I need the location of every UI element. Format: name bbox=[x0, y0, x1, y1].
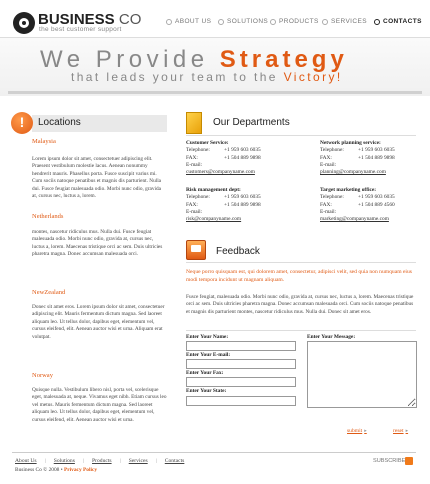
email-link[interactable]: customers@companyname.com bbox=[186, 169, 255, 176]
fax-label: FAX: bbox=[320, 201, 332, 208]
reset-label: reset bbox=[393, 428, 404, 434]
email-label: Enter Your E-mail: bbox=[186, 352, 231, 358]
email-link[interactable]: planning@companyname.com bbox=[320, 169, 386, 176]
telephone-label: Telephone: bbox=[320, 194, 344, 201]
location-city: Malaysia bbox=[32, 138, 56, 145]
nav-item-products[interactable] bbox=[270, 18, 322, 25]
footer-link-about-us[interactable]: About Us bbox=[15, 458, 37, 464]
email-field[interactable] bbox=[186, 359, 296, 369]
footer-nav bbox=[15, 458, 192, 464]
nav-label: SOLUTIONS bbox=[227, 18, 269, 25]
exclamation-icon: ! bbox=[11, 112, 33, 134]
footer-link-solutions[interactable]: Solutions bbox=[53, 458, 75, 464]
telephone-value: +1 959 603 6035 bbox=[224, 147, 261, 154]
email-link[interactable]: marketing@companyname.com bbox=[320, 216, 389, 223]
footer-link-contacts[interactable]: Contacts bbox=[164, 458, 185, 464]
feedback-title: Feedback bbox=[216, 246, 260, 257]
location-text: Lorem ipsum dolor sit amet, consectetuer adipiscing elit. Praesent vestibulum molestie lacus. Aenean nonummy hendrerit mauris. Phasellus porta. Fusce suscipit varius mi. Cum sociis natoque penatibus et magnis dis parturient. Nulla dui. Fusce feugiat malesuada odio. Morbi nunc odio, gravida at, cursus nec, luctus a, lorem. bbox=[32, 156, 162, 200]
email-label: E-mail: bbox=[186, 208, 203, 215]
location-text: montes, nascetur ridiculus mus. Nulla dui. Fusce feugiat malesuada odio. Morbi nunc odio, gravida at, cursus nec, luctus a, lorem. Maecenas tristique orci ac sem. Duis ultricies pharetra magna. Donec accumsan malesuada orci. bbox=[32, 229, 163, 258]
fax-label: FAX: bbox=[186, 154, 198, 161]
submit-button[interactable] bbox=[347, 428, 367, 434]
reset-button[interactable] bbox=[393, 428, 408, 434]
email-label: E-mail: bbox=[320, 161, 337, 168]
main-nav bbox=[166, 18, 426, 25]
footer-separator: | bbox=[82, 458, 84, 464]
telephone-label: Telephone: bbox=[186, 147, 210, 154]
locations-title: Locations bbox=[38, 117, 81, 128]
departments-title: Our Departments bbox=[213, 117, 290, 128]
hero-subline-highlight: Victory! bbox=[283, 70, 343, 84]
footer-link-products[interactable]: Products bbox=[92, 458, 112, 464]
feedback-body: Fusce feugiat, malesuada odio. Morbi nunc odio, gravida at, cursus nec, luctus a, lorem. Maecenas tristique orci ac sem. Duis ultricies pharetra magna. Donec accumsan malesuada orci. Cum sociis natoque penatibus et magnis dis parturient montes, nascetur ridiculus mus. Nulla dui. Donec sit amet eros. bbox=[186, 294, 414, 315]
mail-icon bbox=[186, 240, 206, 260]
hero-headline-highlight: Strategy bbox=[219, 46, 348, 73]
nav-item-about-us[interactable] bbox=[166, 18, 218, 25]
privacy-policy-link[interactable]: Privacy Policy bbox=[63, 467, 98, 473]
fax-value: +1 504 889 4560 bbox=[358, 201, 395, 208]
fax-label: FAX: bbox=[186, 201, 198, 208]
nav-label: CONTACTS bbox=[383, 18, 422, 25]
fax-label: FAX: bbox=[320, 154, 332, 161]
bullet-icon bbox=[218, 19, 224, 25]
department-card bbox=[320, 140, 430, 176]
footer-divider bbox=[12, 452, 416, 453]
footer-separator: | bbox=[119, 458, 121, 464]
footer-link-services[interactable]: Services bbox=[128, 458, 148, 464]
nav-label: SERVICES bbox=[331, 18, 367, 25]
state-label: Enter Your State: bbox=[186, 388, 227, 394]
nav-label: ABOUT US bbox=[175, 18, 212, 25]
department-card bbox=[186, 140, 296, 176]
location-city: Norway bbox=[32, 372, 53, 379]
department-title: Customer Service: bbox=[186, 140, 229, 146]
folder-icon bbox=[186, 112, 202, 134]
fax-value: +1 504 889 9898 bbox=[358, 154, 395, 161]
location-city: Netherlands bbox=[32, 213, 64, 220]
brand-suffix: CO bbox=[118, 11, 142, 28]
email-label: E-mail: bbox=[186, 161, 203, 168]
department-title: Target marketing office: bbox=[320, 187, 377, 193]
bullet-icon bbox=[374, 19, 380, 25]
department-title: Risk management dept: bbox=[186, 187, 241, 193]
location-text: Quisque nulla. Vestibulum libero nisl, porta vel, scelerisque eget, malesuada at, neque. Vivamus eget nibh. Etiam cursus leo vel metus. Mauris fermentum dictum magna. Sed laoreet aliquam leo. Ut tellus dolor, dapibus eget, elementum vel, cursus eleifend, elit. Aenean auctor wisi et urna. bbox=[32, 387, 167, 423]
fax-value: +1 504 889 9898 bbox=[224, 201, 261, 208]
name-label: Enter Your Name: bbox=[186, 334, 229, 340]
brand-word: BUSINESS bbox=[38, 11, 115, 28]
hero-subline bbox=[71, 70, 343, 84]
bullet-icon bbox=[270, 19, 276, 25]
footer-separator: | bbox=[44, 458, 46, 464]
fax-value: +1 504 889 9898 bbox=[224, 154, 261, 161]
nav-item-solutions[interactable] bbox=[218, 18, 270, 25]
telephone-value: +1 959 603 6035 bbox=[358, 194, 395, 201]
form-divider bbox=[186, 330, 416, 331]
brand-tagline: the best customer support bbox=[39, 26, 122, 33]
name-field[interactable] bbox=[186, 341, 296, 351]
telephone-value: +1 959 603 6035 bbox=[358, 147, 395, 154]
nav-item-contacts[interactable] bbox=[374, 18, 426, 25]
copyright bbox=[15, 467, 97, 473]
telephone-label: Telephone: bbox=[320, 147, 344, 154]
arrow-right-icon: ▸ bbox=[364, 429, 367, 434]
hero-divider bbox=[8, 91, 422, 94]
telephone-value: +1 959 603 6035 bbox=[224, 194, 261, 201]
logo-icon bbox=[13, 12, 35, 34]
subscribe-link[interactable]: SUBSCRIBE bbox=[373, 458, 406, 464]
message-label: Enter Your Message: bbox=[307, 334, 356, 340]
state-field[interactable] bbox=[186, 396, 296, 406]
submit-label: submit bbox=[347, 428, 363, 434]
nav-label: PRODUCTS bbox=[279, 18, 319, 25]
arrow-right-icon: ▸ bbox=[405, 429, 409, 434]
bullet-icon bbox=[322, 19, 328, 25]
rss-icon[interactable] bbox=[405, 457, 413, 465]
fax-label: Enter Your Fax: bbox=[186, 370, 224, 376]
copyright-text: Business Co © 2008 • bbox=[15, 467, 63, 473]
telephone-label: Telephone: bbox=[186, 194, 210, 201]
feedback-divider bbox=[186, 262, 416, 263]
fax-field[interactable] bbox=[186, 377, 296, 387]
location-text: Donec sit amet eros. Lorem ipsum dolor sit amet, consectetuer adipiscing elit. Mauris fermentum dictum magna. Sed laoreet aliquam leo. Ut tellus dolor, dapibus eget, elementum vel, cursus eleifend, elit. Aenean auctor wisi et urna. Aliquam erat volutpat. bbox=[32, 304, 165, 340]
feedback-lead: Neque porro quisquam est, qui dolorem amet, consectetur, adipisci velit, sed quia non numquam eius modi tempora incidunt ut magnam aliquam. bbox=[186, 269, 412, 283]
department-card bbox=[186, 187, 296, 223]
department-card bbox=[320, 187, 430, 223]
bullet-icon bbox=[166, 19, 172, 25]
departments-divider bbox=[186, 135, 416, 136]
email-label: E-mail: bbox=[320, 208, 337, 215]
hero-subline-prefix: that leads your team to the bbox=[71, 70, 284, 84]
message-field[interactable] bbox=[307, 341, 417, 408]
location-city: NewZealand bbox=[32, 289, 66, 296]
department-title: Network planning service: bbox=[320, 140, 381, 146]
hero-headline-prefix: We Provide bbox=[40, 46, 220, 73]
nav-item-services[interactable] bbox=[322, 18, 374, 25]
email-link[interactable]: risk@companyname.com bbox=[186, 216, 242, 223]
footer-separator: | bbox=[155, 458, 157, 464]
